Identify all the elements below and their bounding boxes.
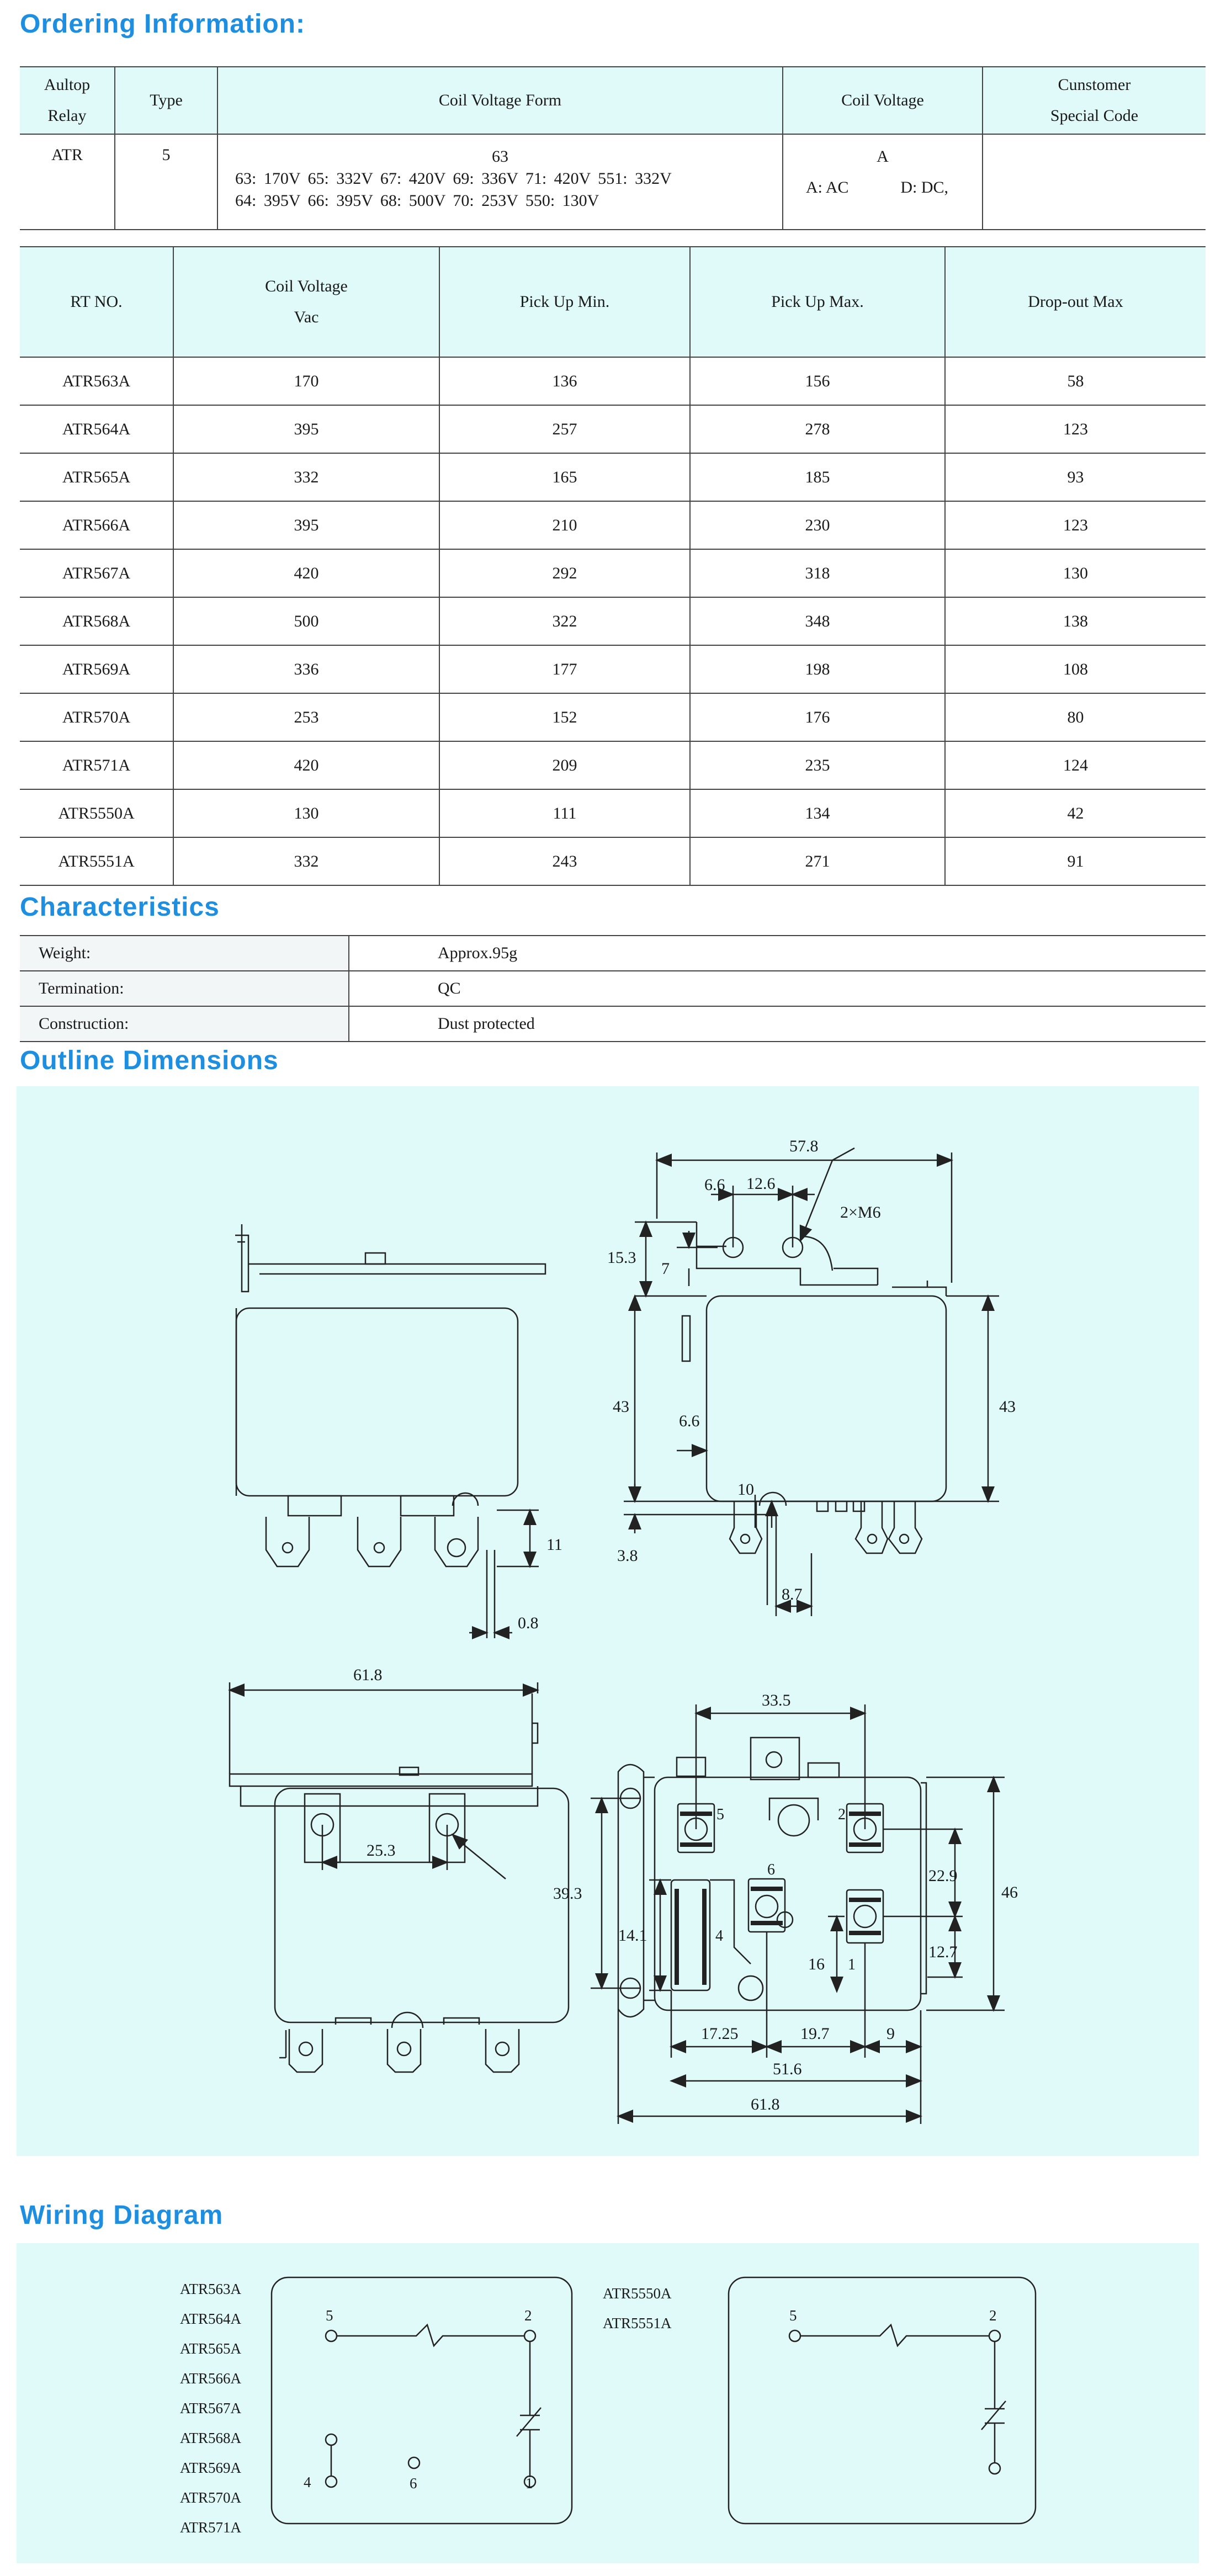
dim-61-8-bottom: 61.8 bbox=[751, 2095, 780, 2113]
char-row-construction bbox=[20, 1006, 1206, 1042]
terminal-label-2: 2 bbox=[838, 1806, 846, 1823]
dim-17-25: 17.25 bbox=[701, 2025, 739, 2043]
rt-header-row bbox=[20, 247, 1206, 357]
pick-min-cell: 152 bbox=[439, 693, 690, 741]
coil-voltage-cell: 420 bbox=[173, 741, 439, 789]
coil-voltage-cell: 170 bbox=[173, 357, 439, 405]
pick-max-cell: 348 bbox=[690, 597, 945, 645]
front-view-right bbox=[624, 1148, 999, 1616]
rt-table bbox=[20, 246, 1206, 886]
dim-0-8: 0.8 bbox=[518, 1614, 539, 1632]
dim-43-left: 43 bbox=[613, 1398, 629, 1416]
model-item: ATR564A bbox=[180, 2311, 242, 2327]
type-cell: 5 bbox=[115, 134, 217, 230]
dropout-cell: 123 bbox=[945, 405, 1206, 453]
characteristics-table bbox=[20, 935, 1206, 1042]
model-item: ATR569A bbox=[180, 2460, 242, 2476]
volt-ac: A: AC bbox=[806, 178, 849, 196]
wiring1-term-5: 5 bbox=[326, 2307, 333, 2324]
char-value: Approx.95g bbox=[349, 936, 1206, 971]
dim-16: 16 bbox=[808, 1955, 825, 1973]
model-item: ATR563A bbox=[180, 2281, 242, 2297]
voltage-header: Coil Voltage bbox=[783, 67, 983, 134]
wiring2-term-5: 5 bbox=[789, 2307, 797, 2324]
side-view-bottom bbox=[230, 1682, 569, 2072]
dim-22-9: 22.9 bbox=[928, 1867, 958, 1885]
terminal-label-5: 5 bbox=[716, 1806, 724, 1823]
wiring-panel bbox=[17, 2243, 1199, 2563]
pick-max-cell: 271 bbox=[690, 837, 945, 885]
pick-min-cell: 209 bbox=[439, 741, 690, 789]
coil-voltage-cell: 395 bbox=[173, 405, 439, 453]
characteristics-title: Characteristics bbox=[20, 893, 220, 922]
dim-11: 11 bbox=[546, 1536, 562, 1554]
pick-max-cell: 278 bbox=[690, 405, 945, 453]
form-head: 63 bbox=[492, 147, 508, 166]
coil-voltage-cell: 500 bbox=[173, 597, 439, 645]
rt-no-header: RT NO. bbox=[20, 247, 173, 357]
pick-min-cell: 210 bbox=[439, 501, 690, 549]
model-item: ATR566A bbox=[180, 2370, 242, 2387]
dim-7: 7 bbox=[661, 1260, 670, 1278]
dropout-header: Drop-out Max bbox=[945, 247, 1206, 357]
table-row bbox=[20, 741, 1206, 789]
relay-cell: ATR bbox=[20, 134, 115, 230]
table-row bbox=[20, 837, 1206, 885]
wiring-title: Wiring Diagram bbox=[20, 2201, 224, 2230]
dropout-cell: 80 bbox=[945, 693, 1206, 741]
dim-39-3: 39.3 bbox=[553, 1884, 582, 1903]
dim-10: 10 bbox=[737, 1480, 754, 1499]
outline-panel bbox=[17, 1086, 1199, 2156]
pick-max-cell: 156 bbox=[690, 357, 945, 405]
table-row bbox=[20, 357, 1206, 405]
model-item: ATR565A bbox=[180, 2340, 242, 2357]
dim-15-3: 15.3 bbox=[607, 1249, 636, 1267]
pick-max-cell: 176 bbox=[690, 693, 945, 741]
form-cell bbox=[217, 134, 783, 230]
pick-min-cell: 257 bbox=[439, 405, 690, 453]
table-row bbox=[20, 501, 1206, 549]
volt-code: A bbox=[877, 147, 889, 166]
dim-12-7: 12.7 bbox=[928, 1943, 958, 1961]
table-row bbox=[20, 693, 1206, 741]
coil-voltage-header: Coil Voltage Vac bbox=[173, 247, 439, 357]
dim-51-6: 51.6 bbox=[773, 2060, 802, 2078]
dim-43-right: 43 bbox=[999, 1398, 1016, 1416]
dropout-cell: 42 bbox=[945, 789, 1206, 837]
pick-max-cell: 318 bbox=[690, 549, 945, 597]
dropout-cell: 130 bbox=[945, 549, 1206, 597]
pick-min-cell: 165 bbox=[439, 453, 690, 501]
coil-voltage-cell: 395 bbox=[173, 501, 439, 549]
char-label: Termination: bbox=[20, 971, 349, 1006]
pick-max-header: Pick Up Max. bbox=[690, 247, 945, 357]
wiring2-term-2: 2 bbox=[989, 2307, 997, 2324]
pick-min-cell: 177 bbox=[439, 645, 690, 693]
rt-no-cell: ATR570A bbox=[20, 693, 173, 741]
pick-max-cell: 230 bbox=[690, 501, 945, 549]
dim-9: 9 bbox=[886, 2025, 895, 2043]
dropout-cell: 124 bbox=[945, 741, 1206, 789]
char-value: QC bbox=[349, 971, 1206, 1006]
coil-voltage-cell: 253 bbox=[173, 693, 439, 741]
wiring1-term-6: 6 bbox=[410, 2475, 417, 2492]
coil-voltage-cell: 332 bbox=[173, 837, 439, 885]
volt-dc: D: DC, bbox=[900, 178, 948, 196]
dim-8-7: 8.7 bbox=[782, 1585, 803, 1603]
special-header: Cunstomer Special Code bbox=[983, 67, 1206, 134]
char-row-termination bbox=[20, 971, 1206, 1006]
dropout-cell: 58 bbox=[945, 357, 1206, 405]
pick-max-cell: 198 bbox=[690, 645, 945, 693]
table-row bbox=[20, 549, 1206, 597]
char-label: Construction: bbox=[20, 1006, 349, 1042]
rt-no-cell: ATR566A bbox=[20, 501, 173, 549]
table-row bbox=[20, 597, 1206, 645]
pick-min-cell: 322 bbox=[439, 597, 690, 645]
model-item: ATR571A bbox=[180, 2519, 242, 2536]
rt-no-cell: ATR5550A bbox=[20, 789, 173, 837]
outline-drawing bbox=[17, 1086, 1199, 2156]
side-view-left bbox=[235, 1224, 545, 1638]
dropout-cell: 123 bbox=[945, 501, 1206, 549]
model-item: ATR567A bbox=[180, 2400, 242, 2416]
model-item: ATR5551A bbox=[603, 2315, 672, 2331]
ordering-row bbox=[20, 134, 1206, 230]
model-item: ATR570A bbox=[180, 2489, 242, 2506]
table-row bbox=[20, 645, 1206, 693]
rt-no-cell: ATR567A bbox=[20, 549, 173, 597]
ordering-header-row bbox=[20, 67, 1206, 134]
dropout-cell: 108 bbox=[945, 645, 1206, 693]
dim-25-3: 25.3 bbox=[367, 1841, 396, 1860]
rt-no-cell: ATR5551A bbox=[20, 837, 173, 885]
dim-6-6-low: 6.6 bbox=[679, 1412, 700, 1430]
table-row bbox=[20, 453, 1206, 501]
dim-14-1: 14.1 bbox=[618, 1926, 647, 1945]
dim-19-7: 19.7 bbox=[800, 2025, 830, 2043]
ordering-title: Ordering Information: bbox=[20, 9, 305, 39]
wiring1-term-2: 2 bbox=[524, 2307, 532, 2324]
type-header: Type bbox=[115, 67, 217, 134]
form-line-1: 63: 170V 65: 332V 67: 420V 69: 336V 71: 420V 551: 332V bbox=[235, 169, 672, 188]
outline-title: Outline Dimensions bbox=[20, 1046, 279, 1075]
form-line-2: 64: 395V 66: 395V 68: 500V 70: 253V 550: 130V bbox=[235, 192, 599, 210]
dim-6-6-top: 6.6 bbox=[704, 1176, 725, 1194]
rt-body bbox=[20, 357, 1206, 885]
model-item: ATR568A bbox=[180, 2430, 242, 2446]
char-label: Weight: bbox=[20, 936, 349, 971]
model-item: ATR5550A bbox=[603, 2285, 672, 2302]
pick-min-cell: 292 bbox=[439, 549, 690, 597]
coil-voltage-cell: 130 bbox=[173, 789, 439, 837]
rt-no-cell: ATR564A bbox=[20, 405, 173, 453]
rt-no-cell: ATR563A bbox=[20, 357, 173, 405]
dim-46: 46 bbox=[1001, 1883, 1018, 1902]
coil-voltage-cell: 420 bbox=[173, 549, 439, 597]
terminal-label-1: 1 bbox=[848, 1956, 856, 1973]
dropout-cell: 93 bbox=[945, 453, 1206, 501]
pick-min-cell: 136 bbox=[439, 357, 690, 405]
rt-no-cell: ATR569A bbox=[20, 645, 173, 693]
coil-voltage-cell: 336 bbox=[173, 645, 439, 693]
rt-no-cell: ATR571A bbox=[20, 741, 173, 789]
dropout-cell: 138 bbox=[945, 597, 1206, 645]
dim-57-8: 57.8 bbox=[789, 1137, 819, 1155]
rt-no-cell: ATR568A bbox=[20, 597, 173, 645]
terminal-label-6: 6 bbox=[767, 1861, 775, 1878]
voltage-cell bbox=[783, 134, 983, 230]
dim-33-5: 33.5 bbox=[762, 1691, 791, 1709]
dropout-cell: 91 bbox=[945, 837, 1206, 885]
dim-3-8: 3.8 bbox=[617, 1547, 638, 1565]
dim-12-6: 12.6 bbox=[746, 1175, 776, 1193]
pick-max-cell: 134 bbox=[690, 789, 945, 837]
relay-header: Aultop Relay bbox=[20, 67, 115, 134]
wiring-drawing bbox=[17, 2243, 1199, 2563]
wiring1-term-4: 4 bbox=[304, 2474, 311, 2490]
char-value: Dust protected bbox=[349, 1006, 1206, 1042]
table-row bbox=[20, 405, 1206, 453]
wiring1-term-1: 1 bbox=[525, 2475, 533, 2492]
pick-max-cell: 235 bbox=[690, 741, 945, 789]
label-2xm6: 2×M6 bbox=[840, 1203, 881, 1221]
pick-min-cell: 243 bbox=[439, 837, 690, 885]
pick-min-header: Pick Up Min. bbox=[439, 247, 690, 357]
terminal-label-4: 4 bbox=[715, 1927, 723, 1945]
special-cell bbox=[983, 134, 1206, 230]
char-row-weight bbox=[20, 936, 1206, 971]
pick-max-cell: 185 bbox=[690, 453, 945, 501]
pick-min-cell: 111 bbox=[439, 789, 690, 837]
coil-voltage-cell: 332 bbox=[173, 453, 439, 501]
ordering-table bbox=[20, 66, 1206, 230]
form-header: Coil Voltage Form bbox=[217, 67, 783, 134]
table-row bbox=[20, 789, 1206, 837]
rt-no-cell: ATR565A bbox=[20, 453, 173, 501]
dim-61-8-top: 61.8 bbox=[353, 1666, 383, 1684]
